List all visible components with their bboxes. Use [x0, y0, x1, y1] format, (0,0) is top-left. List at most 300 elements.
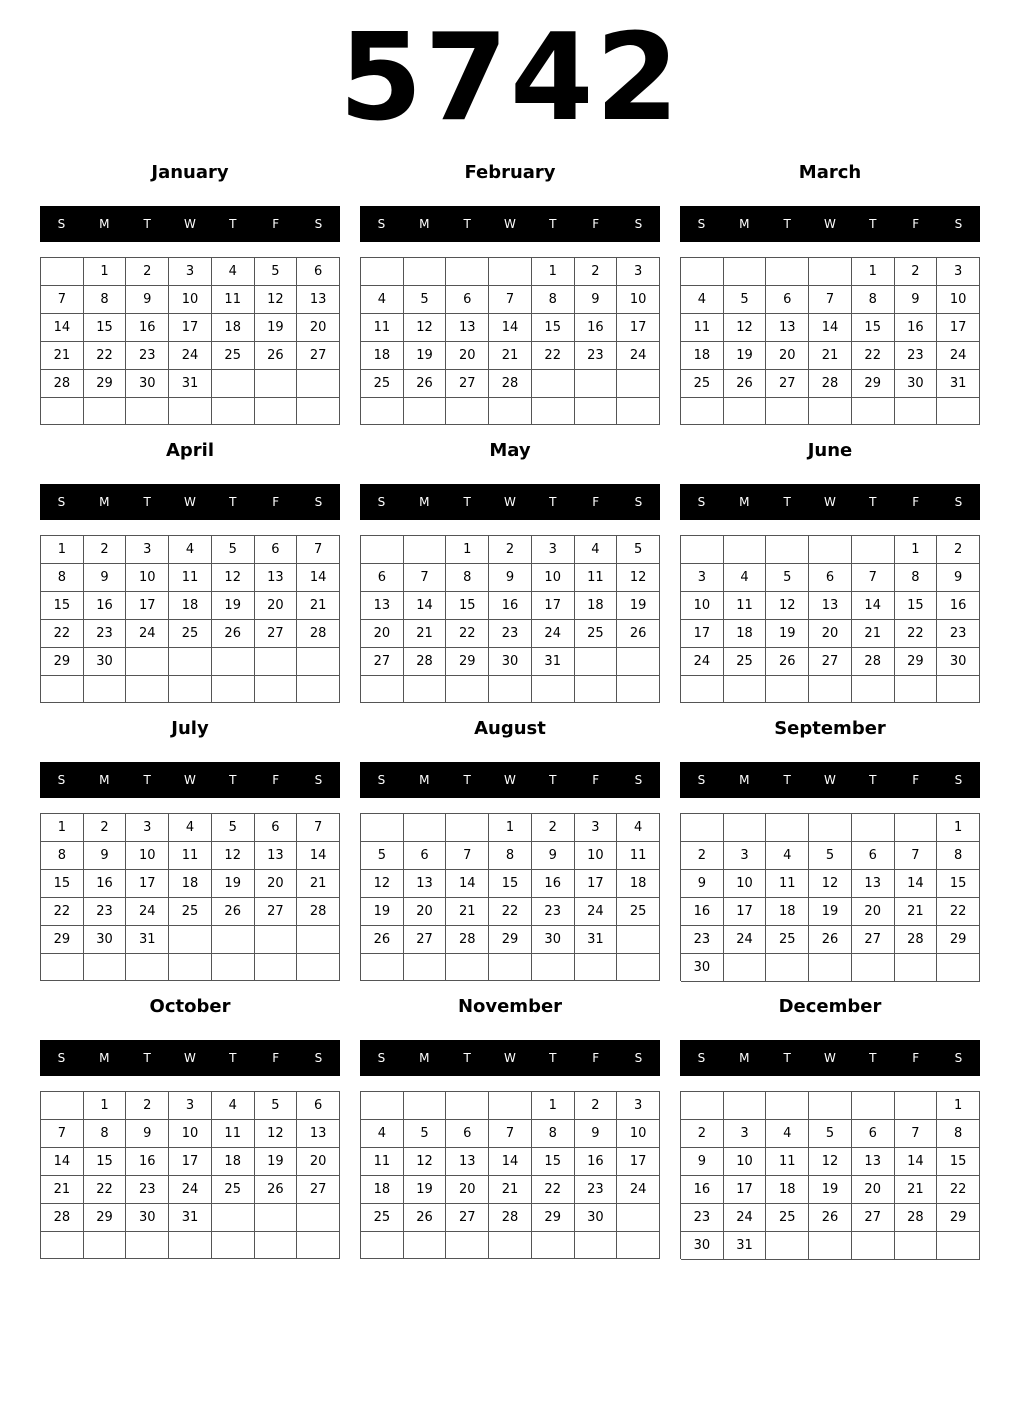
weekday-label: W [504, 773, 516, 787]
day-cell: 1 [41, 536, 84, 564]
day-cell: 24 [724, 926, 767, 954]
day-cell: 24 [937, 342, 980, 370]
weekday-header [40, 484, 340, 520]
weekday-label: F [912, 217, 920, 231]
day-cell: 13 [255, 564, 298, 592]
weekday-label: S [697, 217, 706, 231]
empty-cell [532, 398, 575, 425]
day-cell: 20 [297, 314, 340, 342]
empty-cell [169, 1232, 212, 1259]
day-cell: 11 [169, 564, 212, 592]
day-cell: 21 [895, 898, 938, 926]
day-cell: 1 [84, 258, 127, 286]
weekday-label: F [912, 495, 920, 509]
empty-cell [169, 926, 212, 954]
day-cell: 30 [895, 370, 938, 398]
day-cell: 17 [169, 314, 212, 342]
empty-cell [617, 398, 660, 425]
empty-cell [681, 1092, 724, 1120]
day-cell: 18 [766, 898, 809, 926]
empty-cell [681, 258, 724, 286]
day-cell: 29 [41, 648, 84, 676]
day-cell: 5 [766, 564, 809, 592]
day-cell: 24 [169, 342, 212, 370]
empty-cell [809, 954, 852, 982]
day-cell: 22 [532, 1176, 575, 1204]
day-cell: 27 [255, 620, 298, 648]
day-cell: 31 [532, 648, 575, 676]
day-cell: 14 [297, 564, 340, 592]
empty-cell [724, 814, 767, 842]
day-cell: 23 [895, 342, 938, 370]
weekday-label: T [143, 217, 151, 231]
day-cell: 18 [212, 314, 255, 342]
day-cell: 1 [532, 1092, 575, 1120]
day-cell: 9 [895, 286, 938, 314]
day-cell: 19 [809, 898, 852, 926]
weekday-label: S [954, 773, 963, 787]
day-cell: 15 [895, 592, 938, 620]
month-name: May [489, 440, 531, 461]
day-cell: 11 [212, 286, 255, 314]
weekday-header [680, 206, 980, 242]
day-cell: 13 [852, 870, 895, 898]
day-cell: 7 [489, 1120, 532, 1148]
weekday-label: S [314, 1051, 323, 1065]
day-cell: 21 [404, 620, 447, 648]
day-cell: 21 [41, 342, 84, 370]
day-cell: 22 [895, 620, 938, 648]
weekday-label: F [592, 1051, 600, 1065]
day-cell: 20 [852, 1176, 895, 1204]
day-cell: 11 [681, 314, 724, 342]
empty-cell [404, 1232, 447, 1259]
day-cell: 28 [489, 1204, 532, 1232]
day-cell: 7 [446, 842, 489, 870]
empty-cell [255, 926, 298, 954]
empty-cell [212, 398, 255, 425]
day-cell: 2 [126, 258, 169, 286]
weekday-label: F [912, 1051, 920, 1065]
empty-cell [446, 1092, 489, 1120]
day-cell: 4 [681, 286, 724, 314]
day-cell: 25 [361, 370, 404, 398]
weekday-label: S [697, 773, 706, 787]
empty-cell [212, 1232, 255, 1259]
day-cell: 5 [404, 1120, 447, 1148]
weekday-label: S [954, 1051, 963, 1065]
day-cell: 16 [681, 898, 724, 926]
empty-cell [489, 1092, 532, 1120]
day-cell: 13 [297, 1120, 340, 1148]
empty-cell [361, 536, 404, 564]
day-cell: 23 [575, 342, 618, 370]
day-cell: 7 [895, 1120, 938, 1148]
day-cell: 27 [809, 648, 852, 676]
weekday-label: S [377, 773, 386, 787]
day-cell: 3 [169, 1092, 212, 1120]
day-cell: 28 [895, 1204, 938, 1232]
day-cell: 8 [41, 564, 84, 592]
day-cell: 10 [575, 842, 618, 870]
empty-cell [169, 676, 212, 703]
empty-cell [724, 258, 767, 286]
day-cell: 25 [617, 898, 660, 926]
weekday-label: M [419, 1051, 430, 1065]
empty-cell [169, 954, 212, 981]
empty-cell [446, 258, 489, 286]
empty-cell [297, 926, 340, 954]
weekday-label: F [592, 495, 600, 509]
day-cell: 2 [84, 814, 127, 842]
empty-cell [297, 370, 340, 398]
day-cell: 24 [575, 898, 618, 926]
day-cell: 24 [724, 1204, 767, 1232]
day-cell: 31 [169, 1204, 212, 1232]
day-cell: 10 [681, 592, 724, 620]
day-grid [40, 257, 340, 425]
day-cell: 3 [575, 814, 618, 842]
day-cell: 21 [489, 342, 532, 370]
day-cell: 16 [937, 592, 980, 620]
empty-cell [809, 398, 852, 425]
month-name: August [474, 718, 546, 739]
day-cell: 30 [84, 648, 127, 676]
day-cell: 23 [681, 926, 724, 954]
day-cell: 7 [41, 286, 84, 314]
day-cell: 12 [809, 870, 852, 898]
month-name: July [171, 718, 209, 739]
day-cell: 2 [532, 814, 575, 842]
empty-cell [446, 814, 489, 842]
empty-cell [446, 1232, 489, 1259]
day-cell: 19 [212, 592, 255, 620]
empty-cell [617, 1204, 660, 1232]
weekday-label: M [739, 1051, 750, 1065]
day-cell: 10 [937, 286, 980, 314]
weekday-label: W [504, 217, 516, 231]
empty-cell [895, 1092, 938, 1120]
day-cell: 22 [84, 342, 127, 370]
day-cell: 15 [937, 1148, 980, 1176]
day-cell: 9 [937, 564, 980, 592]
day-cell: 15 [84, 314, 127, 342]
day-cell: 13 [297, 286, 340, 314]
empty-cell [361, 398, 404, 425]
day-cell: 19 [404, 342, 447, 370]
day-cell: 10 [126, 842, 169, 870]
day-cell: 8 [852, 286, 895, 314]
day-grid [40, 1091, 340, 1259]
day-cell: 8 [532, 1120, 575, 1148]
day-cell: 2 [126, 1092, 169, 1120]
weekday-label: T [143, 495, 151, 509]
empty-cell [255, 954, 298, 981]
day-cell: 28 [41, 1204, 84, 1232]
day-cell: 28 [41, 370, 84, 398]
empty-cell [212, 1204, 255, 1232]
day-cell: 4 [361, 286, 404, 314]
weekday-label: S [377, 217, 386, 231]
empty-cell [404, 954, 447, 981]
weekday-label: T [783, 1051, 791, 1065]
weekday-label: M [739, 773, 750, 787]
day-cell: 22 [489, 898, 532, 926]
day-cell: 29 [937, 926, 980, 954]
day-cell: 21 [809, 342, 852, 370]
day-cell: 21 [446, 898, 489, 926]
day-cell: 1 [937, 814, 980, 842]
month-name: January [151, 162, 229, 183]
weekday-label: T [869, 1051, 877, 1065]
empty-cell [361, 814, 404, 842]
day-cell: 22 [41, 898, 84, 926]
day-cell: 12 [255, 286, 298, 314]
empty-cell [126, 648, 169, 676]
day-cell: 30 [575, 1204, 618, 1232]
weekday-label: W [824, 495, 836, 509]
day-cell: 19 [361, 898, 404, 926]
day-cell: 24 [532, 620, 575, 648]
weekday-label: F [592, 773, 600, 787]
day-cell: 14 [489, 314, 532, 342]
empty-cell [681, 536, 724, 564]
day-cell: 29 [446, 648, 489, 676]
day-cell: 28 [297, 620, 340, 648]
day-cell: 5 [212, 814, 255, 842]
weekday-label: T [463, 217, 471, 231]
empty-cell [404, 536, 447, 564]
day-cell: 23 [575, 1176, 618, 1204]
day-cell: 22 [446, 620, 489, 648]
day-cell: 17 [617, 314, 660, 342]
day-cell: 27 [446, 370, 489, 398]
day-cell: 26 [404, 370, 447, 398]
day-cell: 2 [575, 1092, 618, 1120]
day-cell: 15 [937, 870, 980, 898]
day-cell: 8 [937, 1120, 980, 1148]
day-grid [680, 535, 980, 703]
weekday-label: T [143, 1051, 151, 1065]
empty-cell [617, 954, 660, 981]
day-cell: 20 [446, 342, 489, 370]
day-cell: 15 [446, 592, 489, 620]
empty-cell [255, 648, 298, 676]
empty-cell [809, 676, 852, 703]
weekday-label: T [869, 495, 877, 509]
day-cell: 12 [724, 314, 767, 342]
weekday-label: S [634, 1051, 643, 1065]
day-grid [360, 257, 660, 425]
day-cell: 25 [681, 370, 724, 398]
empty-cell [724, 398, 767, 425]
empty-cell [724, 536, 767, 564]
weekday-label: F [272, 773, 280, 787]
empty-cell [766, 676, 809, 703]
day-cell: 27 [297, 342, 340, 370]
day-cell: 8 [532, 286, 575, 314]
day-cell: 20 [297, 1148, 340, 1176]
day-cell: 15 [41, 592, 84, 620]
empty-cell [297, 1204, 340, 1232]
day-cell: 13 [255, 842, 298, 870]
day-cell: 6 [766, 286, 809, 314]
day-cell: 30 [489, 648, 532, 676]
empty-cell [297, 398, 340, 425]
day-cell: 5 [724, 286, 767, 314]
day-cell: 17 [681, 620, 724, 648]
day-cell: 1 [937, 1092, 980, 1120]
day-cell: 25 [766, 926, 809, 954]
day-cell: 30 [681, 1232, 724, 1260]
empty-cell [169, 648, 212, 676]
empty-cell [255, 398, 298, 425]
day-cell: 7 [489, 286, 532, 314]
day-cell: 18 [361, 1176, 404, 1204]
day-cell: 7 [895, 842, 938, 870]
day-cell: 29 [84, 1204, 127, 1232]
empty-cell [489, 398, 532, 425]
weekday-label: T [549, 1051, 557, 1065]
day-cell: 28 [852, 648, 895, 676]
day-cell: 21 [489, 1176, 532, 1204]
day-grid [680, 257, 980, 425]
day-cell: 20 [255, 870, 298, 898]
empty-cell [255, 1232, 298, 1259]
day-cell: 26 [361, 926, 404, 954]
day-cell: 28 [489, 370, 532, 398]
day-cell: 30 [126, 1204, 169, 1232]
weekday-label: M [99, 217, 110, 231]
weekday-header [360, 1040, 660, 1076]
day-cell: 22 [937, 1176, 980, 1204]
empty-cell [361, 954, 404, 981]
day-cell: 26 [404, 1204, 447, 1232]
empty-cell [446, 954, 489, 981]
month-name: February [464, 162, 556, 183]
day-cell: 11 [361, 314, 404, 342]
weekday-label: F [592, 217, 600, 231]
day-cell: 14 [404, 592, 447, 620]
day-cell: 24 [169, 1176, 212, 1204]
day-cell: 25 [169, 620, 212, 648]
empty-cell [575, 398, 618, 425]
empty-cell [404, 1092, 447, 1120]
day-cell: 14 [41, 314, 84, 342]
weekday-label: T [549, 217, 557, 231]
day-cell: 17 [126, 870, 169, 898]
day-cell: 17 [937, 314, 980, 342]
day-cell: 5 [404, 286, 447, 314]
day-cell: 20 [446, 1176, 489, 1204]
day-cell: 11 [617, 842, 660, 870]
empty-cell [84, 676, 127, 703]
day-cell: 9 [681, 1148, 724, 1176]
weekday-label: S [634, 217, 643, 231]
weekday-label: S [57, 495, 66, 509]
weekday-label: M [99, 495, 110, 509]
day-cell: 8 [446, 564, 489, 592]
day-cell: 20 [766, 342, 809, 370]
weekday-label: M [419, 495, 430, 509]
day-cell: 26 [809, 1204, 852, 1232]
day-cell: 18 [766, 1176, 809, 1204]
day-cell: 16 [84, 870, 127, 898]
day-cell: 5 [809, 1120, 852, 1148]
day-cell: 21 [297, 870, 340, 898]
day-cell: 29 [937, 1204, 980, 1232]
empty-cell [575, 370, 618, 398]
empty-cell [212, 926, 255, 954]
day-cell: 26 [212, 620, 255, 648]
day-cell: 4 [617, 814, 660, 842]
day-cell: 20 [361, 620, 404, 648]
empty-cell [361, 258, 404, 286]
day-cell: 28 [297, 898, 340, 926]
day-cell: 5 [212, 536, 255, 564]
day-cell: 9 [489, 564, 532, 592]
day-cell: 23 [681, 1204, 724, 1232]
empty-cell [575, 1232, 618, 1259]
empty-cell [126, 1232, 169, 1259]
day-cell: 13 [404, 870, 447, 898]
empty-cell [852, 1092, 895, 1120]
day-cell: 14 [852, 592, 895, 620]
weekday-label: S [697, 1051, 706, 1065]
weekday-label: T [229, 217, 237, 231]
day-cell: 13 [809, 592, 852, 620]
empty-cell [937, 1232, 980, 1260]
day-cell: 16 [84, 592, 127, 620]
day-cell: 1 [895, 536, 938, 564]
day-cell: 6 [255, 814, 298, 842]
empty-cell [681, 676, 724, 703]
day-cell: 25 [169, 898, 212, 926]
day-cell: 6 [852, 1120, 895, 1148]
day-cell: 25 [766, 1204, 809, 1232]
empty-cell [212, 954, 255, 981]
day-cell: 5 [809, 842, 852, 870]
day-cell: 19 [809, 1176, 852, 1204]
day-cell: 27 [361, 648, 404, 676]
day-cell: 7 [852, 564, 895, 592]
day-cell: 22 [84, 1176, 127, 1204]
empty-cell [361, 676, 404, 703]
day-cell: 17 [575, 870, 618, 898]
day-cell: 15 [852, 314, 895, 342]
day-cell: 11 [169, 842, 212, 870]
day-grid [680, 1091, 980, 1259]
day-cell: 24 [681, 648, 724, 676]
month-name: October [149, 996, 231, 1017]
empty-cell [41, 954, 84, 981]
day-cell: 18 [212, 1148, 255, 1176]
day-cell: 19 [617, 592, 660, 620]
weekday-header [360, 484, 660, 520]
day-cell: 24 [126, 898, 169, 926]
day-cell: 1 [446, 536, 489, 564]
empty-cell [297, 1232, 340, 1259]
day-cell: 28 [809, 370, 852, 398]
empty-cell [126, 398, 169, 425]
empty-cell [724, 676, 767, 703]
weekday-label: S [57, 217, 66, 231]
day-cell: 17 [126, 592, 169, 620]
day-grid [360, 535, 660, 703]
day-cell: 19 [724, 342, 767, 370]
month-name: November [457, 996, 563, 1017]
empty-cell [895, 398, 938, 425]
